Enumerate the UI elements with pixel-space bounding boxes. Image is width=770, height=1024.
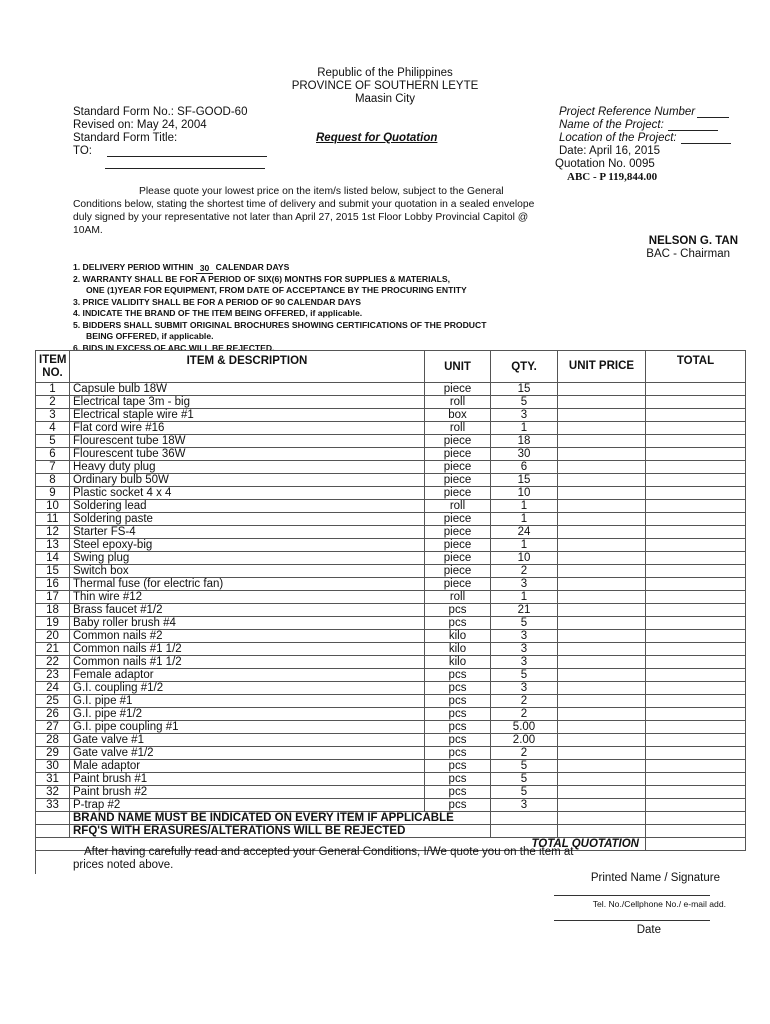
item-description-cell: Swing plug bbox=[70, 552, 425, 565]
table-row bbox=[36, 773, 746, 786]
item-total-cell[interactable] bbox=[646, 409, 746, 422]
note-erasures: RFQ'S WITH ERASURES/ALTERATIONS WILL BE REJECTED bbox=[70, 825, 491, 838]
condition-1 bbox=[73, 262, 289, 274]
item-no-cell: 29 bbox=[36, 747, 70, 760]
item-no-cell: 25 bbox=[36, 695, 70, 708]
item-total-cell[interactable] bbox=[646, 552, 746, 565]
item-total-cell[interactable] bbox=[646, 604, 746, 617]
item-unit-price-cell[interactable] bbox=[558, 669, 646, 682]
item-unit-cell: piece bbox=[425, 552, 491, 565]
item-description-cell: Flourescent tube 36W bbox=[70, 448, 425, 461]
table-row bbox=[36, 734, 746, 747]
condition-1-days: 30 bbox=[196, 263, 214, 274]
to-label bbox=[73, 145, 267, 157]
item-no-cell: 27 bbox=[36, 721, 70, 734]
item-unit-price-cell[interactable] bbox=[558, 552, 646, 565]
item-unit-cell: pcs bbox=[425, 682, 491, 695]
header-unit: UNIT bbox=[425, 351, 491, 383]
item-description-cell: Electrical tape 3m - big bbox=[70, 396, 425, 409]
item-qty-cell: 3 bbox=[491, 630, 558, 643]
item-unit-price-cell[interactable] bbox=[558, 539, 646, 552]
item-unit-cell: kilo bbox=[425, 656, 491, 669]
item-unit-cell: piece bbox=[425, 383, 491, 396]
header-item-no: ITEM NO. bbox=[36, 351, 70, 383]
item-no-cell: 7 bbox=[36, 461, 70, 474]
item-unit-cell: piece bbox=[425, 487, 491, 500]
header-province: PROVINCE OF SOUTHERN LEYTE bbox=[291, 80, 479, 92]
item-total-cell[interactable] bbox=[646, 799, 746, 812]
item-no-cell: 20 bbox=[36, 630, 70, 643]
table-row bbox=[36, 474, 746, 487]
to-line-2 bbox=[105, 168, 265, 169]
item-total-cell[interactable] bbox=[646, 539, 746, 552]
item-description-cell: Gate valve #1 bbox=[70, 734, 425, 747]
items-table bbox=[35, 350, 746, 851]
item-no-cell: 8 bbox=[36, 474, 70, 487]
item-unit-cell: pcs bbox=[425, 799, 491, 812]
item-unit-cell: piece bbox=[425, 435, 491, 448]
item-no-cell: 18 bbox=[36, 604, 70, 617]
item-description-cell: Steel epoxy-big bbox=[70, 539, 425, 552]
item-no-cell: 28 bbox=[36, 734, 70, 747]
item-total-cell[interactable] bbox=[646, 383, 746, 396]
item-description-cell: Electrical staple wire #1 bbox=[70, 409, 425, 422]
item-description-cell: Common nails #1 1/2 bbox=[70, 656, 425, 669]
item-total-cell[interactable] bbox=[646, 630, 746, 643]
item-unit-cell: pcs bbox=[425, 747, 491, 760]
item-unit-cell: piece bbox=[425, 526, 491, 539]
item-no-cell: 30 bbox=[36, 760, 70, 773]
item-unit-price-cell[interactable] bbox=[558, 721, 646, 734]
item-unit-cell: kilo bbox=[425, 643, 491, 656]
item-description-cell: Capsule bulb 18W bbox=[70, 383, 425, 396]
note-row-1-qty bbox=[491, 812, 558, 825]
item-total-cell[interactable] bbox=[646, 500, 746, 513]
table-row bbox=[36, 500, 746, 513]
item-no-cell: 31 bbox=[36, 773, 70, 786]
item-total-cell[interactable] bbox=[646, 474, 746, 487]
item-unit-cell: piece bbox=[425, 461, 491, 474]
item-unit-price-cell[interactable] bbox=[558, 773, 646, 786]
form-title: Request for Quotation bbox=[316, 132, 438, 144]
table-row bbox=[36, 435, 746, 448]
item-unit-price-cell[interactable] bbox=[558, 682, 646, 695]
item-unit-cell: kilo bbox=[425, 630, 491, 643]
item-qty-cell: 3 bbox=[491, 578, 558, 591]
item-unit-price-cell[interactable] bbox=[558, 799, 646, 812]
item-unit-price-cell[interactable] bbox=[558, 617, 646, 630]
table-row bbox=[36, 565, 746, 578]
item-description-cell: Flat cord wire #16 bbox=[70, 422, 425, 435]
item-unit-cell: pcs bbox=[425, 708, 491, 721]
item-qty-cell: 30 bbox=[491, 448, 558, 461]
table-row bbox=[36, 669, 746, 682]
project-name bbox=[559, 119, 718, 131]
table-row bbox=[36, 786, 746, 799]
item-no-cell: 17 bbox=[36, 591, 70, 604]
item-qty-cell: 5 bbox=[491, 617, 558, 630]
header-qty: QTY. bbox=[491, 351, 558, 383]
item-unit-price-cell[interactable] bbox=[558, 734, 646, 747]
item-unit-cell: pcs bbox=[425, 721, 491, 734]
item-unit-cell: piece bbox=[425, 474, 491, 487]
item-qty-cell: 5 bbox=[491, 760, 558, 773]
date-label: Date bbox=[636, 924, 661, 936]
table-row bbox=[36, 383, 746, 396]
total-quotation-value[interactable] bbox=[646, 838, 746, 851]
quotation-no: Quotation No. 0095 bbox=[555, 158, 655, 170]
header-republic: Republic of the Philippines bbox=[317, 67, 453, 79]
project-location bbox=[559, 132, 731, 144]
item-unit-cell: pcs bbox=[425, 669, 491, 682]
item-description-cell: G.I. pipe coupling #1 bbox=[70, 721, 425, 734]
item-no-cell: 26 bbox=[36, 708, 70, 721]
condition-5a: 5. BIDDERS SHALL SUBMIT ORIGINAL BROCHURES SHOWING CERTIFICATIONS OF THE PRODUCT bbox=[73, 319, 487, 330]
table-row bbox=[36, 695, 746, 708]
item-qty-cell: 21 bbox=[491, 604, 558, 617]
item-total-cell[interactable] bbox=[646, 487, 746, 500]
table-row bbox=[36, 526, 746, 539]
item-total-cell[interactable] bbox=[646, 669, 746, 682]
item-no-cell: 33 bbox=[36, 799, 70, 812]
item-no-cell: 6 bbox=[36, 448, 70, 461]
condition-3: 3. PRICE VALIDITY SHALL BE FOR A PERIOD OF 90 CALENDAR DAYS bbox=[73, 296, 361, 307]
item-unit-price-cell[interactable] bbox=[558, 474, 646, 487]
item-total-cell[interactable] bbox=[646, 513, 746, 526]
item-unit-price-cell[interactable] bbox=[558, 461, 646, 474]
item-unit-price-cell[interactable] bbox=[558, 604, 646, 617]
item-total-cell[interactable] bbox=[646, 643, 746, 656]
item-unit-cell: roll bbox=[425, 422, 491, 435]
item-unit-cell: pcs bbox=[425, 695, 491, 708]
table-row bbox=[36, 409, 746, 422]
note-row-2-price bbox=[558, 825, 646, 838]
item-description-cell: Common nails #2 bbox=[70, 630, 425, 643]
item-no-cell: 3 bbox=[36, 409, 70, 422]
item-qty-cell: 3 bbox=[491, 682, 558, 695]
table-row bbox=[36, 539, 746, 552]
item-no-cell: 23 bbox=[36, 669, 70, 682]
chairman-title: BAC - Chairman bbox=[646, 248, 730, 260]
project-ref-number bbox=[559, 106, 729, 118]
item-total-cell[interactable] bbox=[646, 461, 746, 474]
table-row bbox=[36, 604, 746, 617]
item-description-cell: Male adaptor bbox=[70, 760, 425, 773]
item-no-cell: 14 bbox=[36, 552, 70, 565]
item-unit-cell: piece bbox=[425, 539, 491, 552]
note-row-2 bbox=[36, 825, 746, 838]
item-total-cell[interactable] bbox=[646, 682, 746, 695]
item-total-cell[interactable] bbox=[646, 734, 746, 747]
item-description-cell: Common nails #1 1/2 bbox=[70, 643, 425, 656]
item-unit-cell: piece bbox=[425, 565, 491, 578]
item-total-cell[interactable] bbox=[646, 526, 746, 539]
item-unit-price-cell[interactable] bbox=[558, 526, 646, 539]
note-row-1 bbox=[36, 812, 746, 825]
item-qty-cell: 5 bbox=[491, 786, 558, 799]
note-row-2-qty bbox=[491, 825, 558, 838]
note-brand: BRAND NAME MUST BE INDICATED ON EVERY ITEM IF APPLICABLE bbox=[70, 812, 491, 825]
item-qty-cell: 2 bbox=[491, 747, 558, 760]
signature-line[interactable] bbox=[554, 895, 710, 896]
item-qty-cell: 18 bbox=[491, 435, 558, 448]
project-name-label: Name of the Project: bbox=[559, 119, 664, 131]
item-qty-cell: 5 bbox=[491, 396, 558, 409]
item-qty-cell: 2 bbox=[491, 565, 558, 578]
project-date: Date: April 16, 2015 bbox=[559, 145, 661, 157]
item-unit-price-cell[interactable] bbox=[558, 409, 646, 422]
item-unit-price-cell[interactable] bbox=[558, 643, 646, 656]
item-qty-cell: 10 bbox=[491, 487, 558, 500]
item-no-cell: 2 bbox=[36, 396, 70, 409]
item-description-cell: Starter FS-4 bbox=[70, 526, 425, 539]
item-qty-cell: 1 bbox=[491, 513, 558, 526]
item-unit-price-cell[interactable] bbox=[558, 708, 646, 721]
item-total-cell[interactable] bbox=[646, 721, 746, 734]
item-unit-cell: roll bbox=[425, 396, 491, 409]
table-body bbox=[36, 383, 746, 812]
printed-name-label: Printed Name / Signature bbox=[590, 872, 720, 884]
item-no-cell: 21 bbox=[36, 643, 70, 656]
table-row bbox=[36, 448, 746, 461]
item-unit-price-cell[interactable] bbox=[558, 695, 646, 708]
item-qty-cell: 3 bbox=[491, 656, 558, 669]
item-description-cell: Baby roller brush #4 bbox=[70, 617, 425, 630]
item-description-cell: Flourescent tube 18W bbox=[70, 435, 425, 448]
item-unit-price-cell[interactable] bbox=[558, 422, 646, 435]
abc-amount: ABC - P 119,844.00 bbox=[567, 171, 658, 183]
item-no-cell: 15 bbox=[36, 565, 70, 578]
item-unit-price-cell[interactable] bbox=[558, 513, 646, 526]
item-total-cell[interactable] bbox=[646, 591, 746, 604]
item-qty-cell: 3 bbox=[491, 643, 558, 656]
acceptance-text: After having carefully read and accepted your General Conditions, I/We quote you on the item at prices noted above. bbox=[73, 846, 574, 871]
item-total-cell[interactable] bbox=[646, 656, 746, 669]
note-row-1-blank bbox=[36, 812, 70, 825]
table-row bbox=[36, 461, 746, 474]
header-total: TOTAL bbox=[646, 351, 746, 383]
item-no-cell: 19 bbox=[36, 617, 70, 630]
header-city: Maasin City bbox=[354, 93, 416, 105]
table-row bbox=[36, 708, 746, 721]
project-location-line bbox=[681, 143, 731, 144]
item-description-cell: Plastic socket 4 x 4 bbox=[70, 487, 425, 500]
item-description-cell: Switch box bbox=[70, 565, 425, 578]
note-row-1-total bbox=[646, 812, 746, 825]
item-unit-price-cell[interactable] bbox=[558, 630, 646, 643]
item-description-cell: Thermal fuse (for electric fan) bbox=[70, 578, 425, 591]
item-description-cell: Paint brush #2 bbox=[70, 786, 425, 799]
table-row bbox=[36, 591, 746, 604]
table-row bbox=[36, 682, 746, 695]
table-row bbox=[36, 617, 746, 630]
item-description-cell: Brass faucet #1/2 bbox=[70, 604, 425, 617]
table-row bbox=[36, 747, 746, 760]
item-description-cell: Female adaptor bbox=[70, 669, 425, 682]
item-unit-price-cell[interactable] bbox=[558, 383, 646, 396]
item-description-cell: Paint brush #1 bbox=[70, 773, 425, 786]
header-unit-price: UNIT PRICE bbox=[558, 351, 646, 383]
item-description-cell: G.I. pipe #1 bbox=[70, 695, 425, 708]
item-unit-cell: roll bbox=[425, 500, 491, 513]
table-row bbox=[36, 760, 746, 773]
chairman-name: NELSON G. TAN bbox=[648, 235, 738, 247]
item-qty-cell: 5 bbox=[491, 669, 558, 682]
item-unit-cell: pcs bbox=[425, 734, 491, 747]
item-no-cell: 12 bbox=[36, 526, 70, 539]
item-unit-price-cell[interactable] bbox=[558, 656, 646, 669]
intro-paragraph: Please quote your lowest price on the item/s listed below, subject to the General Conditions below, stating the shortest time of delivery and submit your quotation in a sealed envelope duly signed by your representative not later than April 27, 2015 1st Floor Lobby Provincial Capitol @ 10AM. bbox=[73, 186, 535, 236]
table-row bbox=[36, 396, 746, 409]
note-row-2-total bbox=[646, 825, 746, 838]
item-qty-cell: 1 bbox=[491, 422, 558, 435]
note-row-2-blank bbox=[36, 825, 70, 838]
revised-on: Revised on: May 24, 2004 bbox=[73, 119, 207, 131]
condition-1-pre: 1. DELIVERY PERIOD WITHIN bbox=[73, 262, 196, 272]
item-unit-cell: pcs bbox=[425, 760, 491, 773]
item-description-cell: Thin wire #12 bbox=[70, 591, 425, 604]
item-no-cell: 11 bbox=[36, 513, 70, 526]
item-total-cell[interactable] bbox=[646, 617, 746, 630]
item-unit-cell: pcs bbox=[425, 617, 491, 630]
item-total-cell[interactable] bbox=[646, 760, 746, 773]
item-no-cell: 13 bbox=[36, 539, 70, 552]
header-description: ITEM & DESCRIPTION bbox=[70, 351, 425, 383]
item-unit-price-cell[interactable] bbox=[558, 487, 646, 500]
item-unit-cell: pcs bbox=[425, 604, 491, 617]
table-row bbox=[36, 552, 746, 565]
item-description-cell: Gate valve #1/2 bbox=[70, 747, 425, 760]
item-qty-cell: 2 bbox=[491, 708, 558, 721]
item-qty-cell: 15 bbox=[491, 474, 558, 487]
item-qty-cell: 1 bbox=[491, 539, 558, 552]
item-total-cell[interactable] bbox=[646, 786, 746, 799]
table-row bbox=[36, 721, 746, 734]
item-unit-price-cell[interactable] bbox=[558, 448, 646, 461]
item-unit-price-cell[interactable] bbox=[558, 760, 646, 773]
project-ref-line bbox=[697, 117, 729, 118]
item-unit-price-cell[interactable] bbox=[558, 565, 646, 578]
to-line-1 bbox=[107, 156, 267, 157]
total-quotation-label: TOTAL QUOTATION bbox=[36, 838, 646, 851]
item-total-cell[interactable] bbox=[646, 578, 746, 591]
item-no-cell: 5 bbox=[36, 435, 70, 448]
item-unit-price-cell[interactable] bbox=[558, 500, 646, 513]
table-left-border-ext bbox=[35, 845, 36, 874]
std-form-title: Standard Form Title: bbox=[73, 132, 178, 144]
item-description-cell: Soldering paste bbox=[70, 513, 425, 526]
date-line[interactable] bbox=[554, 920, 710, 921]
item-total-cell[interactable] bbox=[646, 773, 746, 786]
note-row-1-price bbox=[558, 812, 646, 825]
item-no-cell: 4 bbox=[36, 422, 70, 435]
item-qty-cell: 5.00 bbox=[491, 721, 558, 734]
condition-6: 6. BIDS IN EXCESS OF ABC WILL BE REJECTED. bbox=[73, 342, 275, 353]
table-row bbox=[36, 799, 746, 812]
item-total-cell[interactable] bbox=[646, 565, 746, 578]
item-no-cell: 1 bbox=[36, 383, 70, 396]
item-qty-cell: 5 bbox=[491, 773, 558, 786]
table-row bbox=[36, 487, 746, 500]
item-no-cell: 32 bbox=[36, 786, 70, 799]
table-row bbox=[36, 643, 746, 656]
std-form-no: Standard Form No.: SF-GOOD-60 bbox=[73, 106, 248, 118]
item-unit-price-cell[interactable] bbox=[558, 786, 646, 799]
item-description-cell: G.I. pipe #1/2 bbox=[70, 708, 425, 721]
item-qty-cell: 6 bbox=[491, 461, 558, 474]
table-row bbox=[36, 513, 746, 526]
project-ref-label: Project Reference Number bbox=[559, 106, 696, 118]
item-no-cell: 16 bbox=[36, 578, 70, 591]
item-description-cell: Ordinary bulb 50W bbox=[70, 474, 425, 487]
table-row bbox=[36, 422, 746, 435]
item-qty-cell: 1 bbox=[491, 591, 558, 604]
condition-1-post: CALENDAR DAYS bbox=[213, 262, 290, 272]
item-total-cell[interactable] bbox=[646, 448, 746, 461]
item-no-cell: 22 bbox=[36, 656, 70, 669]
item-unit-cell: pcs bbox=[425, 773, 491, 786]
item-unit-price-cell[interactable] bbox=[558, 747, 646, 760]
item-unit-price-cell[interactable] bbox=[558, 578, 646, 591]
item-total-cell[interactable] bbox=[646, 747, 746, 760]
table-row bbox=[36, 630, 746, 643]
item-qty-cell: 3 bbox=[491, 799, 558, 812]
item-unit-price-cell[interactable] bbox=[558, 435, 646, 448]
item-qty-cell: 24 bbox=[491, 526, 558, 539]
condition-5b: BEING OFFERED, if applicable. bbox=[86, 331, 214, 341]
item-qty-cell: 3 bbox=[491, 409, 558, 422]
item-total-cell[interactable] bbox=[646, 695, 746, 708]
item-total-cell[interactable] bbox=[646, 396, 746, 409]
condition-2b: ONE (1)YEAR FOR EQUIPMENT, FROM DATE OF ACCEPTANCE BY THE PROCURING ENTITY bbox=[86, 285, 467, 295]
to-label-text: TO: bbox=[73, 145, 92, 157]
item-description-cell: Heavy duty plug bbox=[70, 461, 425, 474]
table-row bbox=[36, 656, 746, 669]
item-no-cell: 9 bbox=[36, 487, 70, 500]
item-no-cell: 24 bbox=[36, 682, 70, 695]
item-unit-cell: piece bbox=[425, 513, 491, 526]
condition-4: 4. INDICATE THE BRAND OF THE ITEM BEING OFFERED, if applicable. bbox=[73, 308, 363, 318]
item-qty-cell: 2.00 bbox=[491, 734, 558, 747]
project-location-label: Location of the Project: bbox=[559, 132, 677, 144]
item-unit-cell: piece bbox=[425, 448, 491, 461]
table-row bbox=[36, 578, 746, 591]
item-no-cell: 10 bbox=[36, 500, 70, 513]
item-unit-price-cell[interactable] bbox=[558, 591, 646, 604]
item-qty-cell: 15 bbox=[491, 383, 558, 396]
item-unit-cell: pcs bbox=[425, 786, 491, 799]
item-qty-cell: 10 bbox=[491, 552, 558, 565]
item-unit-price-cell[interactable] bbox=[558, 396, 646, 409]
project-name-line bbox=[668, 130, 718, 131]
item-description-cell: P-trap #2 bbox=[70, 799, 425, 812]
table-header-row bbox=[36, 351, 746, 383]
item-unit-cell: box bbox=[425, 409, 491, 422]
item-total-cell[interactable] bbox=[646, 708, 746, 721]
item-unit-cell: piece bbox=[425, 578, 491, 591]
item-total-cell[interactable] bbox=[646, 435, 746, 448]
item-description-cell: G.I. coupling #1/2 bbox=[70, 682, 425, 695]
tel-label: Tel. No./Cellphone No./ e-mail add. bbox=[592, 899, 726, 909]
item-qty-cell: 1 bbox=[491, 500, 558, 513]
item-qty-cell: 2 bbox=[491, 695, 558, 708]
item-description-cell: Soldering lead bbox=[70, 500, 425, 513]
item-total-cell[interactable] bbox=[646, 422, 746, 435]
item-unit-cell: roll bbox=[425, 591, 491, 604]
condition-2a: 2. WARRANTY SHALL BE FOR A PERIOD OF SIX(6) MONTHS FOR SUPPLIES & MATERIALS, bbox=[73, 273, 451, 284]
